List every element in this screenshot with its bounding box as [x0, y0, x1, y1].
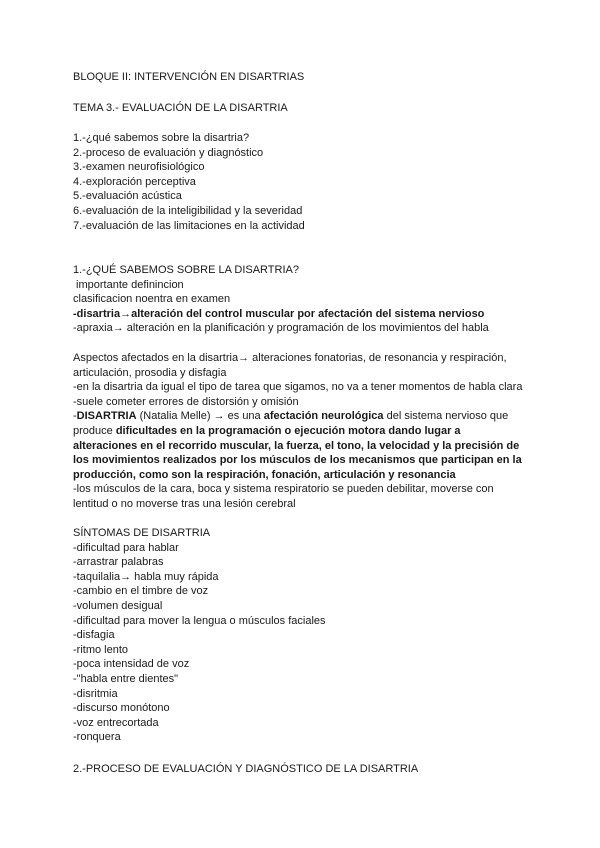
melle-term: DISARTRIA — [76, 410, 137, 423]
symptom-item: -discurso monótono — [73, 702, 170, 715]
dysarthria-definition-text: -disartria→alteración del control muscular por afectación del sistema nervioso — [73, 307, 485, 320]
section1-block — [73, 263, 553, 336]
melle-author: (Natalia Melle) → es una — [136, 410, 264, 423]
toc-item: 2.-proceso de evaluación y diagnóstico — [73, 146, 264, 159]
apraxia-definition: -apraxia→ alteración en la planificación y programación de los movimientos del habla — [73, 322, 489, 335]
symptoms-block — [73, 526, 553, 745]
melle-dash: - — [73, 410, 77, 423]
toc-item: 5.-evaluación acústica — [73, 190, 182, 203]
symptom-item: -dificultad para mover la lengua o músculos faciales — [73, 614, 326, 627]
melle-highlight: los movimientos realizados por los músculos de los mecanismos que participan en la — [73, 454, 522, 467]
symptom-item: -ritmo lento — [73, 643, 129, 656]
classification-line: clasificacion noentra en examen — [73, 293, 231, 306]
toc-item: 6.-evaluación de la inteligibilidad y la severidad — [73, 204, 303, 217]
symptom-item: -disritmia — [73, 687, 118, 700]
melle-definition-line — [73, 424, 553, 439]
aspects-block — [73, 351, 553, 512]
melle-rest: del sistema nervioso que — [383, 410, 509, 423]
toc-item: 4.-exploración perceptiva — [73, 175, 196, 188]
melle-highlight: producción, como son la respiración, fonación, articulación y resonancia — [73, 468, 456, 481]
section1-heading: 1.-¿QUÉ SABEMOS SOBRE LA DISARTRIA? — [73, 264, 299, 276]
symptom-item: -arrastrar palabras — [73, 556, 164, 569]
melle-definition-line — [73, 468, 553, 483]
melle-highlight: afectación neurológica — [263, 410, 384, 423]
table-of-contents — [73, 131, 553, 233]
melle-produce: produce — [73, 424, 116, 437]
section2-heading: 2.-PROCESO DE EVALUACIÓN Y DIAGNÓSTICO DE LA DISARTRIA — [73, 763, 419, 775]
symptom-item: -volumen desigual — [73, 599, 163, 612]
important-definition-line: importante definincion — [73, 278, 184, 291]
aspects-line: -en la disartria da igual el tipo de tarea que sigamos, no va a tener momentos de habla clara — [73, 381, 523, 394]
melle-highlight: alteraciones en el recorrido muscular, la fuerza, el tono, la velocidad y la precisión de — [73, 439, 520, 452]
aspects-line: articulación, prosodia y disfagia — [73, 366, 227, 379]
symptom-item: -cambio en el timbre de voz — [73, 585, 209, 598]
melle-definition-line — [73, 409, 553, 424]
symptom-item: -ronquera — [73, 731, 121, 744]
symptom-item: -disfagia — [73, 629, 115, 642]
symptom-item: -poca intensidad de voz — [73, 658, 190, 671]
melle-definition-line — [73, 439, 553, 454]
toc-item: 1.-¿qué sabemos sobre la disartria? — [73, 132, 250, 144]
melle-highlight: dificultades en la programación o ejecución motora dando lugar a — [115, 424, 461, 437]
dysarthria-definition — [73, 307, 553, 322]
muscles-line: -los músculos de la cara, boca y sistema respiratorio se pueden debilitar, moverse con — [73, 483, 494, 496]
toc-item: 3.-examen neurofisiológico — [73, 161, 205, 174]
symptom-item: -taquilalia→ habla muy rápida — [73, 570, 219, 583]
toc-item: 7.-evaluación de las limitaciones en la actividad — [73, 219, 305, 232]
aspects-line: Aspectos afectados en la disartria→ alteraciones fonatorias, de resonancia y respiración, — [73, 352, 507, 364]
topic-title: TEMA 3.- EVALUACIÓN DE LA DISARTRIA — [73, 102, 288, 114]
muscles-line: lentitud o no moverse tras una lesión cerebral — [73, 497, 296, 510]
aspects-line: -suele cometer errores de distorsión y omisión — [73, 395, 299, 408]
block-title: BLOQUE II: INTERVENCIÓN EN DISARTRIAS — [73, 71, 305, 83]
symptom-item: -"habla entre dientes" — [73, 672, 179, 685]
symptoms-heading: SÍNTOMAS DE DISARTRIA — [73, 527, 211, 539]
symptom-item: -dificultad para hablar — [73, 541, 179, 554]
symptom-item: -voz entrecortada — [73, 716, 159, 729]
melle-definition-line — [73, 453, 553, 468]
